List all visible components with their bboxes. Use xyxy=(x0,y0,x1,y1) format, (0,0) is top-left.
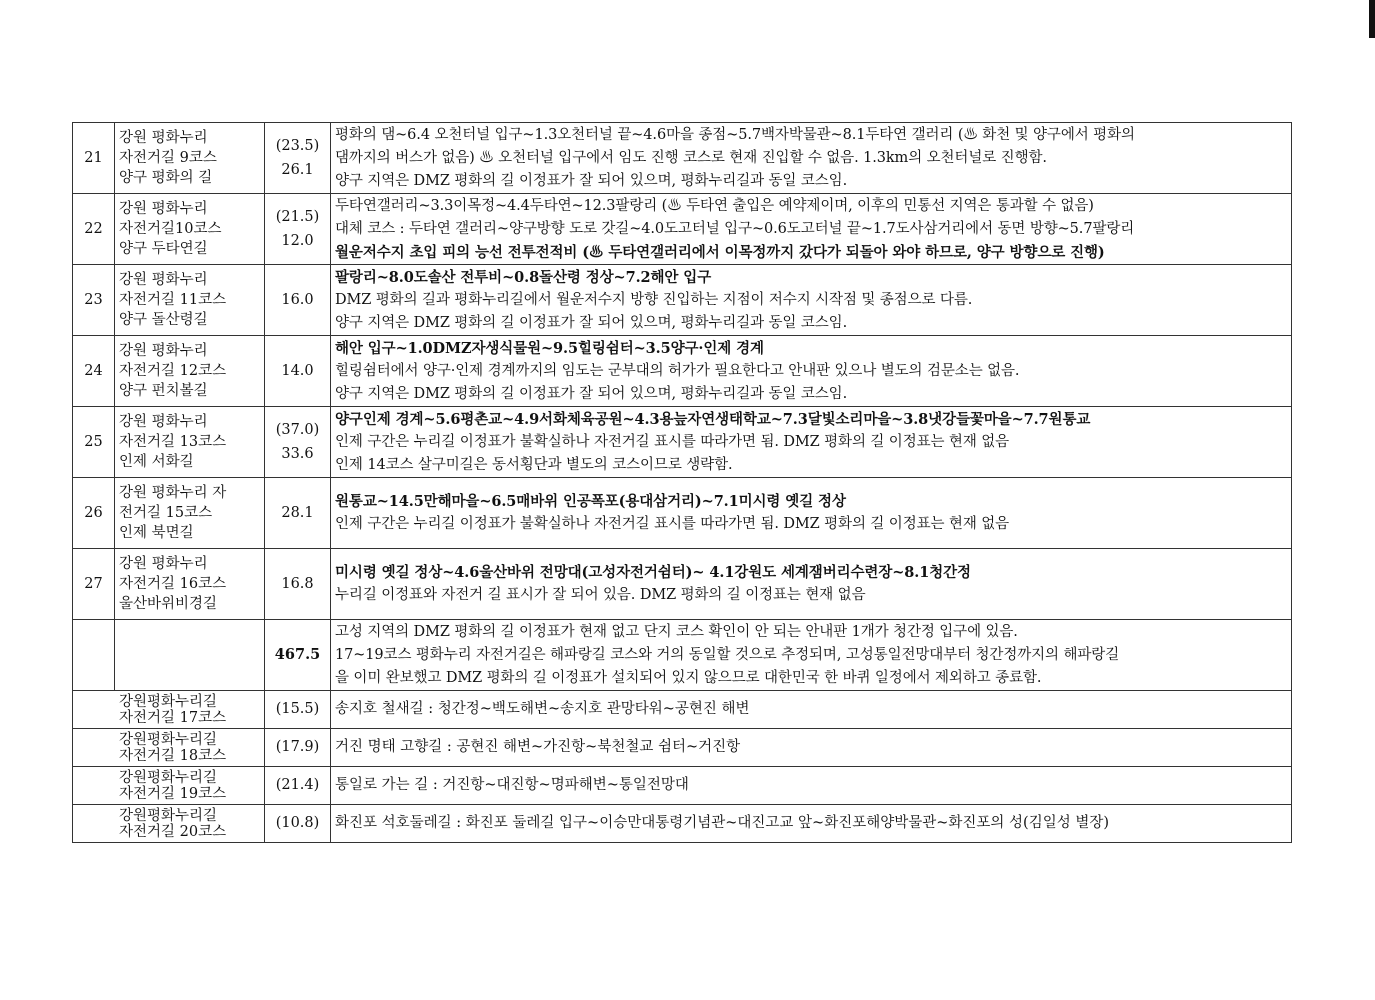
course-name-line: 강원 평화누리 xyxy=(119,343,208,359)
course-name-line: 자전거길 13코스 xyxy=(119,434,227,450)
table-row xyxy=(73,478,1292,549)
table-row xyxy=(73,265,1292,336)
description-line: 인제 구간은 누리길 이정표가 불확실하나 자전거길 표시를 따라가면 됨. DMZ 평화의 길 이정표는 현재 없음 xyxy=(335,516,1010,532)
course-name xyxy=(115,407,265,478)
course-name-line: 강원평화누리길 xyxy=(119,731,218,748)
course-distance xyxy=(265,265,331,336)
course-description xyxy=(331,407,1292,478)
course-name-line: 강원평화누리길 xyxy=(119,807,218,824)
description-line: 대체 코스 : 두타연 갤러리~양구방향 도로 갓길~4.0도고터널 입구~0.6도고터널 끝~1.7도사삼거리에서 동면 방향~5.7팔랑리 xyxy=(335,220,1135,237)
course-distance xyxy=(265,123,331,194)
course-number: 23 xyxy=(73,265,115,336)
course-distance: (10.8) xyxy=(265,805,331,843)
description-line: 양구인제 경계~5.6평촌교~4.9서화체육공원~4.3용늪자연생태학교~7.3달빛소리마을~3.8냇강들꽃마을~7.7원통교 xyxy=(335,410,1091,428)
description-line: 원통교~14.5만해마을~6.5매바위 인공폭포(용대삼거리)~7.1미시령 옛길 정상 xyxy=(335,493,846,510)
description-line: 댐까지의 버스가 없음) ♨ 오천터널 입구에서 임도 진행 코스로 현재 진입할 수 없음. 1.3km의 오천터널로 진행함. xyxy=(335,149,1047,166)
course-table xyxy=(72,122,1292,843)
course-name-line: 울산바위비경길 xyxy=(119,596,218,612)
distance-value: (21.5) xyxy=(275,209,320,225)
course-name-line: 인제 서화길 xyxy=(119,454,194,470)
course-description xyxy=(331,194,1292,265)
distance-value: (23.5) xyxy=(275,138,320,154)
table-row xyxy=(73,691,1292,729)
course-description xyxy=(331,265,1292,336)
course-number xyxy=(73,620,115,691)
course-distance xyxy=(265,336,331,407)
description-line: 누리길 이정표와 자전거 길 표시가 잘 되어 있음. DMZ 평화의 길 이정표는 현재 없음 xyxy=(335,587,866,603)
course-name-line: 양구 돌산령길 xyxy=(119,312,208,328)
course-name-line: 자전거길 12코스 xyxy=(119,363,227,379)
course-name-line: 양구 평화의 길 xyxy=(119,170,213,186)
course-name xyxy=(115,336,265,407)
course-distance: (15.5) xyxy=(265,691,331,729)
table-row xyxy=(73,767,1292,805)
description-line: 인제 14코스 살구미길은 동서횡단과 별도의 코스이므로 생략함. xyxy=(335,456,733,473)
course-name xyxy=(115,194,265,265)
distance-value: 16.8 xyxy=(281,576,314,592)
course-description xyxy=(331,549,1292,620)
course-description: 거진 명태 고향길 : 공현진 해변~가진항~북천철교 쉼터~거진항 xyxy=(331,729,1292,767)
course-distance: (21.4) xyxy=(265,767,331,805)
distance-value: 12.0 xyxy=(281,233,314,249)
course-name-line: 양구 펀치볼길 xyxy=(119,383,208,399)
course-description xyxy=(331,336,1292,407)
distance-value: 467.5 xyxy=(274,646,321,663)
course-name-line: 강원 평화누리 xyxy=(119,272,208,288)
course-name xyxy=(73,729,265,767)
course-number: 21 xyxy=(73,123,115,194)
course-name-line: 자전거길 19코스 xyxy=(119,785,227,802)
course-number: 26 xyxy=(73,478,115,549)
description-line: 월운저수지 초입 피의 능선 전투전적비 (♨ 두타연갤러리에서 이목정까지 갔다가 되돌아 와야 하므로, 양구 방향으로 진행) xyxy=(335,243,1105,261)
course-number: 27 xyxy=(73,549,115,620)
course-name-line: 강원 평화누리 xyxy=(119,201,208,217)
description-line: 해안 입구~1.0DMZ자생식물원~9.5힐링쉼터~3.5양구·인제 경계 xyxy=(335,339,764,357)
table-row xyxy=(73,549,1292,620)
course-name-line: 자전거길 11코스 xyxy=(119,292,227,308)
course-name xyxy=(73,691,265,729)
course-name xyxy=(115,549,265,620)
course-number: 22 xyxy=(73,194,115,265)
description-line: 양구 지역은 DMZ 평화의 길 이정표가 잘 되어 있으며, 평화누리길과 동일 코스임. xyxy=(335,172,848,189)
course-name-line: 강원평화누리길 xyxy=(119,769,218,786)
course-name xyxy=(115,478,265,549)
course-name xyxy=(115,123,265,194)
description-line: DMZ 평화의 길과 평화누리길에서 월운저수지 방향 진입하는 지점이 저수지 시작점 및 종점으로 다름. xyxy=(335,291,973,308)
distance-value: (37.0) xyxy=(275,422,320,438)
course-name xyxy=(73,805,265,843)
course-description: 송지호 철새길 : 청간정~백도해변~송지호 관망타워~공현진 해변 xyxy=(331,691,1292,729)
description-line: 양구 지역은 DMZ 평화의 길 이정표가 잘 되어 있으며, 평화누리길과 동일 코스임. xyxy=(335,385,848,402)
description-line: 미시령 옛길 정상~4.6울산바위 전망대(고성자전거쉼터)~ 4.1강원도 세계잼버리수련장~8.1청간정 xyxy=(335,564,971,581)
course-name-line: 자전거길 9코스 xyxy=(119,150,217,166)
description-line: 힐링쉼터에서 양구·인제 경계까지의 임도는 군부대의 허가가 필요한다고 안내판 있으나 별도의 검문소는 없음. xyxy=(335,362,1020,379)
table-row xyxy=(73,407,1292,478)
description-line: 평화의 댐~6.4 오천터널 입구~1.3오천터널 끝~4.6마을 종점~5.7백자박물관~8.1두타연 갤러리 (♨ 화천 및 양구에서 평화의 xyxy=(335,126,1135,143)
course-number: 24 xyxy=(73,336,115,407)
course-name-line: 인제 북면길 xyxy=(119,525,194,541)
distance-value: 14.0 xyxy=(281,363,314,379)
course-distance xyxy=(265,549,331,620)
distance-value: 33.6 xyxy=(281,446,314,462)
course-distance: (17.9) xyxy=(265,729,331,767)
table-row xyxy=(73,805,1292,843)
table-row xyxy=(73,123,1292,194)
description-line: 을 이미 완보했고 DMZ 평화의 길 이정표가 설치되어 있지 않으므로 대한민국 한 바퀴 일정에서 제외하고 종료함. xyxy=(335,669,1042,686)
course-name-line: 자전거길 18코스 xyxy=(119,747,227,764)
course-name-line: 전거길 15코스 xyxy=(119,505,213,521)
course-description: 화진포 석호둘레길 : 화진포 둘레길 입구~이승만대통령기념관~대진고교 앞~화진포해양박물관~화진포의 성(김일성 별장) xyxy=(331,805,1292,843)
table-row xyxy=(73,336,1292,407)
distance-value: 28.1 xyxy=(281,505,314,521)
course-name-line: 강원 평화누리 자 xyxy=(119,485,227,501)
course-number: 25 xyxy=(73,407,115,478)
course-name xyxy=(115,265,265,336)
course-distance xyxy=(265,194,331,265)
distance-value: 16.0 xyxy=(281,292,314,308)
description-line: 고성 지역의 DMZ 평화의 길 이정표가 현재 없고 단지 코스 확인이 안 되는 안내판 1개가 청간정 입구에 있음. xyxy=(335,623,1018,640)
table-row xyxy=(73,194,1292,265)
course-name-line: 자전거길 16코스 xyxy=(119,576,227,592)
course-name xyxy=(73,767,265,805)
description-line: 양구 지역은 DMZ 평화의 길 이정표가 잘 되어 있으며, 평화누리길과 동일 코스임. xyxy=(335,314,848,331)
course-distance xyxy=(265,478,331,549)
course-name-line: 강원평화누리길 xyxy=(119,693,218,710)
course-name-line: 강원 평화누리 xyxy=(119,556,208,572)
course-name-line: 자전거길 20코스 xyxy=(119,823,227,840)
course-description xyxy=(331,478,1292,549)
description-line: 인제 구간은 누리길 이정표가 불확실하나 자전거길 표시를 따라가면 됨. DMZ 평화의 길 이정표는 현재 없음 xyxy=(335,433,1010,450)
course-description: 통일로 가는 길 : 거진항~대진항~명파해변~통일전망대 xyxy=(331,767,1292,805)
total-row xyxy=(73,620,1292,691)
table-row xyxy=(73,729,1292,767)
course-name-line: 강원 평화누리 xyxy=(119,414,208,430)
course-name-line: 자전거길10코스 xyxy=(119,221,222,237)
course-description xyxy=(331,123,1292,194)
course-name-line: 양구 두타연길 xyxy=(119,241,208,257)
scan-edge-mark xyxy=(1369,0,1375,38)
course-name-line: 자전거길 17코스 xyxy=(119,709,227,726)
course-distance xyxy=(265,407,331,478)
description-line: 17~19코스 평화누리 자전거길은 해파랑길 코스와 거의 동일할 것으로 추정되며, 고성통일전망대부터 청간정까지의 해파랑길 xyxy=(335,646,1120,663)
description-line: 두타연갤러리~3.3이목정~4.4두타연~12.3팔랑리 (♨ 두타연 출입은 예약제이며, 이후의 민통선 지역은 통과할 수 없음) xyxy=(335,197,1094,214)
description-line: 팔랑리~8.0도솔산 전투비~0.8돌산령 정상~7.2해안 입구 xyxy=(335,268,712,286)
total-distance xyxy=(265,620,331,691)
course-name-line: 강원 평화누리 xyxy=(119,130,208,146)
distance-value: 26.1 xyxy=(281,162,314,178)
total-description xyxy=(331,620,1292,691)
course-name xyxy=(115,620,265,691)
